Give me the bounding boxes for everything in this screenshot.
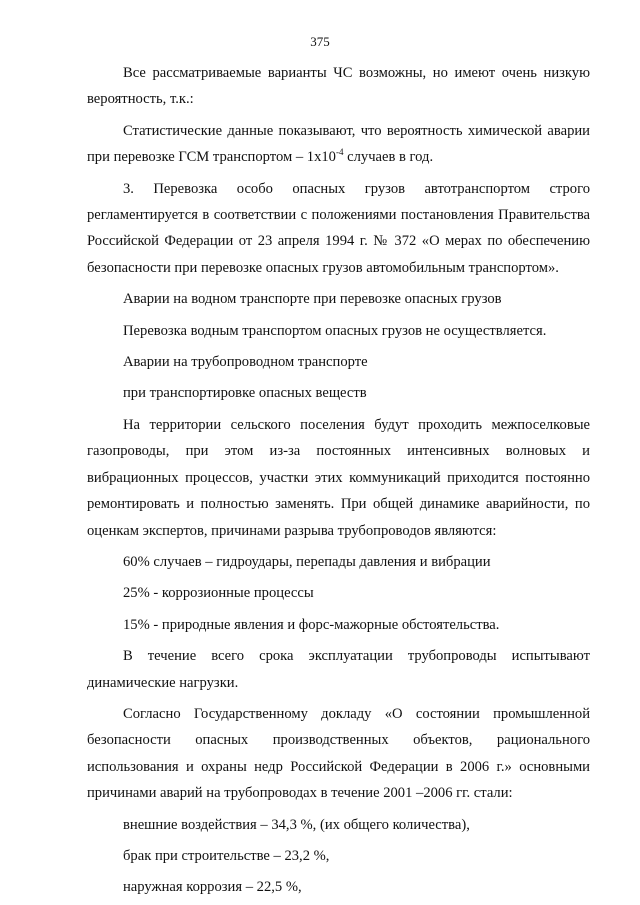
list-item-construction: брак при строительстве – 23,2 %, xyxy=(123,847,330,864)
paragraph-dynamic-loads: В течение всего срока эксплуатации трубопроводы испытывают динамические нагрузки. xyxy=(87,648,590,691)
paragraph-water-transport: Перевозка водным транспортом опасных грузов не осуществляется. xyxy=(123,322,547,339)
exponent-superscript: -4 xyxy=(335,147,344,158)
statistics-text-end: случаев в год. xyxy=(343,149,434,166)
paragraph-statistics xyxy=(87,118,590,171)
list-item-natural: 15% - природные явления и форс-мажорные обстоятельства. xyxy=(123,616,500,633)
list-item-corrosion: 25% - коррозионные процессы xyxy=(123,585,314,602)
statistics-text: Статистические данные показывают, что вероятность химической аварии при перевозке ГСМ транспортом – 1х10 xyxy=(87,122,590,166)
heading-water-transport: Аварии на водном транспорте при перевозке опасных грузов xyxy=(123,291,502,308)
paragraph-road-transport: 3. Перевозка особо опасных грузов автотранспортом строго регламентируется в соответствии с положениями постановления Правительства Российской Федерации от 23 апреля 1994 г. № 372 «О мерах по обеспечению безопасности при перевозке опасных грузов автомобильным транспортом». xyxy=(87,180,590,276)
list-item-external: внешние воздействия – 34,3 %, (их общего количества), xyxy=(123,816,470,833)
list-item-external-corrosion: наружная коррозия – 22,5 %, xyxy=(123,879,302,896)
heading-pipeline-transport: Аварии на трубопроводном транспорте xyxy=(123,354,368,371)
page-number: 375 xyxy=(310,34,330,49)
list-item-hydraulic: 60% случаев – гидроудары, перепады давления и вибрации xyxy=(123,553,491,570)
heading-pipeline-substances: при транспортировке опасных веществ xyxy=(123,385,367,402)
paragraph-state-report: Согласно Государственному докладу «О состоянии промышленной безопасности опасных производственных объектов, рационального использования и охраны недр Российской Федерации в 2006 г.» основными причинами аварий на трубопроводах в течение 2001 –2006 гг. стали: xyxy=(87,705,590,802)
document-body xyxy=(87,60,590,901)
paragraph-pipelines: На территории сельского поселения будут проходить межпоселковые газопроводы, при этом из-за постоянных интенсивных волновых и вибрационных процессов, участки этих коммуникаций приходится постоянно ремонтировать и полностью заменять. При общей динамике аварийности, по оценкам экспертов, причинами разрыва трубопроводов являются: xyxy=(87,416,590,539)
paragraph-intro: Все рассматриваемые варианты ЧС возможны, но имеют очень низкую вероятность, т.к.: xyxy=(87,65,590,108)
